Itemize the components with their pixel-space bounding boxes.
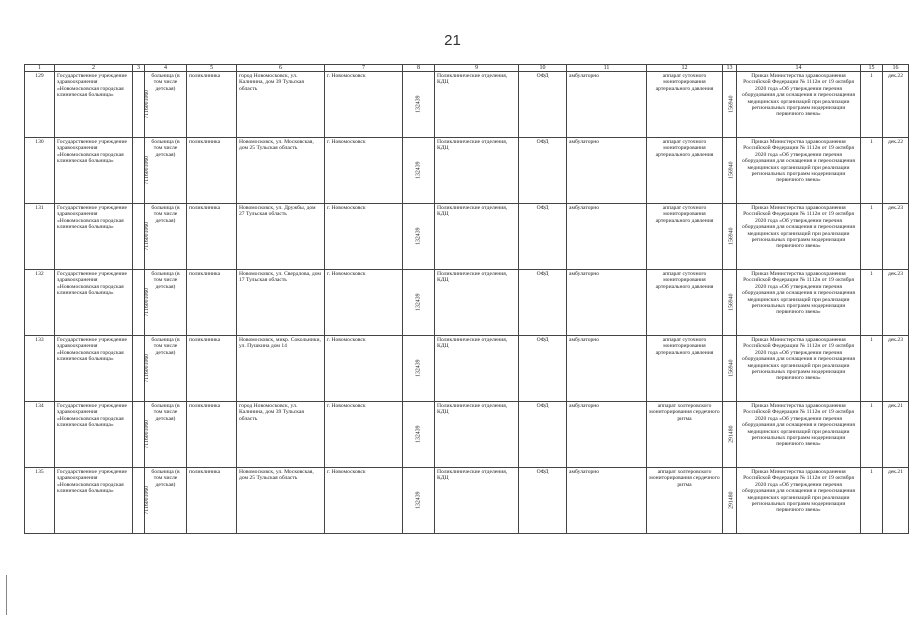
- deadline-date-cell: дек.22: [883, 138, 909, 204]
- department-cell: поликлиника: [187, 270, 237, 336]
- table-row: [25, 72, 909, 138]
- department-cell: поликлиника: [187, 336, 237, 402]
- quantity-cell: 1: [861, 204, 883, 270]
- department-cell: поликлиника: [187, 204, 237, 270]
- care-type-cell: амбулаторно: [567, 402, 647, 468]
- equipment-code: 156940: [728, 161, 735, 180]
- deadline-date-cell: дек.23: [883, 336, 909, 402]
- equipment-name-cell: аппарат суточного мониторирования артериального давления: [647, 270, 723, 336]
- inn-code-cell: [133, 138, 151, 204]
- department-cell: поликлиника: [187, 138, 237, 204]
- organization-name-cell: Государственное учреждение здравоохранения «Новомосковская городская клиническая больница»: [55, 402, 133, 468]
- inn-code-cell: [133, 402, 151, 468]
- subdivision-cell: Поликлинические отделения, КДЦ: [435, 402, 519, 468]
- facility-type-cell: больница (в том числе детская): [145, 336, 187, 402]
- facility-type-cell: больница (в том числе детская): [145, 270, 187, 336]
- okpo-code: 132439: [415, 95, 422, 114]
- col-header: 7: [325, 65, 403, 72]
- subdivision-cell: Поликлинические отделения, КДЦ: [435, 72, 519, 138]
- okpo-code-cell: [403, 468, 435, 534]
- deadline-date-cell: дек.22: [883, 72, 909, 138]
- subdivision-cell: Поликлинические отделения, КДЦ: [435, 468, 519, 534]
- inn-code: 7116001060: [144, 222, 151, 251]
- care-type-cell: амбулаторно: [567, 72, 647, 138]
- city-cell: г. Новомосковск: [325, 336, 403, 402]
- okpo-code: 132439: [415, 425, 422, 444]
- regulation-order-cell: Приказ Министерства здравоохранения Российской Федерации № 1112н от 19 октября 2020 года «Об утверждении перечня оборудования для оснащения и переоснащения медицинских организаций при реализации региональных программ модернизации первичного звена»: [737, 204, 861, 270]
- quantity-cell: 1: [861, 270, 883, 336]
- okpo-code: 132439: [415, 293, 422, 312]
- col-header: 14: [737, 65, 861, 72]
- quantity-cell: 1: [861, 468, 883, 534]
- city-cell: г. Новомосковск: [325, 72, 403, 138]
- table-row: [25, 270, 909, 336]
- inn-code: 7116001060: [144, 156, 151, 185]
- equipment-name-cell: аппарат холтеровского мониторирования сердечного ритма: [647, 402, 723, 468]
- col-header: 12: [647, 65, 723, 72]
- organization-name-cell: Государственное учреждение здравоохранения «Новомосковская городская клиническая больница»: [55, 336, 133, 402]
- equipment-code-cell: [723, 72, 737, 138]
- inn-code-cell: [133, 72, 151, 138]
- okpo-code-cell: [403, 402, 435, 468]
- equipment-name-cell: аппарат суточного мониторирования артериального давления: [647, 336, 723, 402]
- subdivision-cell: Поликлинические отделения, КДЦ: [435, 336, 519, 402]
- address-cell: Новомосковск, микр. Сокольники, ул. Пушкина дом 14: [237, 336, 325, 402]
- organization-name-cell: Государственное учреждение здравоохранения «Новомосковская городская клиническая больница»: [55, 468, 133, 534]
- city-cell: г. Новомосковск: [325, 270, 403, 336]
- deadline-date-cell: дек.23: [883, 270, 909, 336]
- address-cell: Новомосковск, ул. Московская, дом 25 Тульская область: [237, 138, 325, 204]
- row-number-cell: 134: [25, 402, 55, 468]
- organization-name-cell: Государственное учреждение здравоохранения «Новомосковская городская клиническая больница»: [55, 138, 133, 204]
- funding-source-cell: ОФД: [519, 138, 567, 204]
- header-row: [25, 65, 909, 72]
- deadline-date-cell: дек.23: [883, 204, 909, 270]
- organization-name-cell: Государственное учреждение здравоохранения «Новомосковская городская клиническая больница»: [55, 204, 133, 270]
- care-type-cell: амбулаторно: [567, 204, 647, 270]
- inn-code-cell: [133, 336, 151, 402]
- funding-source-cell: ОФД: [519, 468, 567, 534]
- row-number-cell: 130: [25, 138, 55, 204]
- row-number-cell: 131: [25, 204, 55, 270]
- table-row: [25, 402, 909, 468]
- funding-source-cell: ОФД: [519, 336, 567, 402]
- department-cell: поликлиника: [187, 402, 237, 468]
- equipment-name-cell: аппарат суточного мониторирования артериального давления: [647, 204, 723, 270]
- col-header: 15: [861, 65, 883, 72]
- inn-code: 7116001060: [144, 486, 151, 515]
- address-cell: Новомосковск, ул. Московская, дом 25 Тульская область: [237, 468, 325, 534]
- okpo-code: 132439: [415, 227, 422, 246]
- row-number-cell: 132: [25, 270, 55, 336]
- col-header: 8: [403, 65, 435, 72]
- subdivision-cell: Поликлинические отделения, КДЦ: [435, 138, 519, 204]
- equipment-code: 156940: [728, 95, 735, 114]
- equipment-code-cell: [723, 270, 737, 336]
- row-number-cell: 133: [25, 336, 55, 402]
- equipment-code-cell: [723, 204, 737, 270]
- facility-type-cell: больница (в том числе детская): [145, 72, 187, 138]
- subdivision-cell: Поликлинические отделения, КДЦ: [435, 270, 519, 336]
- deadline-date-cell: дек.21: [883, 402, 909, 468]
- col-header: 11: [567, 65, 647, 72]
- city-cell: г. Новомосковск: [325, 204, 403, 270]
- regulation-order-cell: Приказ Министерства здравоохранения Российской Федерации № 1112н от 19 октября 2020 года «Об утверждении перечня оборудования для оснащения и переоснащения медицинских организаций при реализации региональных программ модернизации первичного звена»: [737, 72, 861, 138]
- regulation-order-cell: Приказ Министерства здравоохранения Российской Федерации № 1112н от 19 октября 2020 года «Об утверждении перечня оборудования для оснащения и переоснащения медицинских организаций при реализации региональных программ модернизации первичного звена»: [737, 402, 861, 468]
- col-header: 10: [519, 65, 567, 72]
- okpo-code-cell: [403, 138, 435, 204]
- equipment-table: [24, 64, 909, 534]
- table-row: [25, 138, 909, 204]
- facility-type-cell: больница (в том числе детская): [145, 204, 187, 270]
- col-header: 5: [187, 65, 237, 72]
- okpo-code-cell: [403, 336, 435, 402]
- equipment-name-cell: аппарат суточного мониторирования артериального давления: [647, 72, 723, 138]
- equipment-code-cell: [723, 402, 737, 468]
- okpo-code-cell: [403, 72, 435, 138]
- okpo-code-cell: [403, 204, 435, 270]
- quantity-cell: 1: [861, 336, 883, 402]
- row-number-cell: 135: [25, 468, 55, 534]
- okpo-code: 132439: [415, 491, 422, 510]
- inn-code: 7116001060: [144, 354, 151, 383]
- col-header: 13: [723, 65, 737, 72]
- regulation-order-cell: Приказ Министерства здравоохранения Российской Федерации № 1112н от 19 октября 2020 года «Об утверждении перечня оборудования для оснащения и переоснащения медицинских организаций при реализации региональных программ модернизации первичного звена»: [737, 336, 861, 402]
- equipment-code: 291480: [728, 425, 735, 444]
- col-header: 9: [435, 65, 519, 72]
- inn-code-cell: [133, 270, 151, 336]
- col-header: 4: [145, 65, 187, 72]
- funding-source-cell: ОФД: [519, 270, 567, 336]
- equipment-code: 291480: [728, 491, 735, 510]
- deadline-date-cell: дек.21: [883, 468, 909, 534]
- subdivision-cell: Поликлинические отделения, КДЦ: [435, 204, 519, 270]
- okpo-code: 132439: [415, 161, 422, 180]
- col-header: 3: [133, 65, 145, 72]
- regulation-order-cell: Приказ Министерства здравоохранения Российской Федерации № 1112н от 19 октября 2020 года «Об утверждении перечня оборудования для оснащения и переоснащения медицинских организаций при реализации региональных программ модернизации первичного звена»: [737, 468, 861, 534]
- city-cell: г. Новомосковск: [325, 402, 403, 468]
- regulation-order-cell: Приказ Министерства здравоохранения Российской Федерации № 1112н от 19 октября 2020 года «Об утверждении перечня оборудования для оснащения и переоснащения медицинских организаций при реализации региональных программ модернизации первичного звена»: [737, 270, 861, 336]
- row-number-cell: 129: [25, 72, 55, 138]
- col-header: 6: [237, 65, 325, 72]
- address-cell: город Новомосковск, ул. Калинина, дом 39 Тульская область: [237, 402, 325, 468]
- city-cell: г. Новомосковск: [325, 468, 403, 534]
- inn-code: 7116001060: [144, 288, 151, 317]
- facility-type-cell: больница (в том числе детская): [145, 138, 187, 204]
- regulation-order-cell: Приказ Министерства здравоохранения Российской Федерации № 1112н от 19 октября 2020 года «Об утверждении перечня оборудования для оснащения и переоснащения медицинских организаций при реализации региональных программ модернизации первичного звена»: [737, 138, 861, 204]
- equipment-code-cell: [723, 336, 737, 402]
- scan-margin-mark: [6, 575, 7, 615]
- table-row: [25, 204, 909, 270]
- okpo-code-cell: [403, 270, 435, 336]
- address-cell: город Новомосковск, ул. Калинина, дом 39 Тульская область: [237, 72, 325, 138]
- equipment-code-cell: [723, 138, 737, 204]
- col-header: 1: [25, 65, 55, 72]
- equipment-name-cell: аппарат суточного мониторирования артериального давления: [647, 138, 723, 204]
- quantity-cell: 1: [861, 138, 883, 204]
- col-header: 16: [883, 65, 909, 72]
- equipment-code: 156940: [728, 359, 735, 378]
- table-row: [25, 336, 909, 402]
- city-cell: г. Новомосковск: [325, 138, 403, 204]
- equipment-code-cell: [723, 468, 737, 534]
- organization-name-cell: Государственное учреждение здравоохранения «Новомосковская городская клиническая больница»: [55, 270, 133, 336]
- funding-source-cell: ОФД: [519, 204, 567, 270]
- inn-code: 7116001060: [144, 420, 151, 449]
- inn-code: 7116001060: [144, 90, 151, 119]
- equipment-code: 156940: [728, 293, 735, 312]
- page-number: 21: [444, 32, 461, 49]
- address-cell: Новомосковск, ул. Свердлова, дом 17 Тульская область: [237, 270, 325, 336]
- care-type-cell: амбулаторно: [567, 138, 647, 204]
- okpo-code: 132439: [415, 359, 422, 378]
- col-header: 2: [55, 65, 133, 72]
- care-type-cell: амбулаторно: [567, 336, 647, 402]
- department-cell: поликлиника: [187, 468, 237, 534]
- quantity-cell: 1: [861, 402, 883, 468]
- facility-type-cell: больница (в том числе детская): [145, 468, 187, 534]
- inn-code-cell: [133, 204, 151, 270]
- address-cell: Новомосковск, ул. Дружбы, дом 27 Тульская область: [237, 204, 325, 270]
- quantity-cell: 1: [861, 72, 883, 138]
- facility-type-cell: больница (в том числе детская): [145, 402, 187, 468]
- care-type-cell: амбулаторно: [567, 468, 647, 534]
- equipment-name-cell: аппарат холтеровского мониторирования сердечного ритма: [647, 468, 723, 534]
- table-row: [25, 468, 909, 534]
- organization-name-cell: Государственное учреждение здравоохранения «Новомосковская городская клиническая больница»: [55, 72, 133, 138]
- equipment-code: 156940: [728, 227, 735, 246]
- care-type-cell: амбулаторно: [567, 270, 647, 336]
- funding-source-cell: ОФД: [519, 72, 567, 138]
- department-cell: поликлиника: [187, 72, 237, 138]
- inn-code-cell: [133, 468, 151, 534]
- funding-source-cell: ОФД: [519, 402, 567, 468]
